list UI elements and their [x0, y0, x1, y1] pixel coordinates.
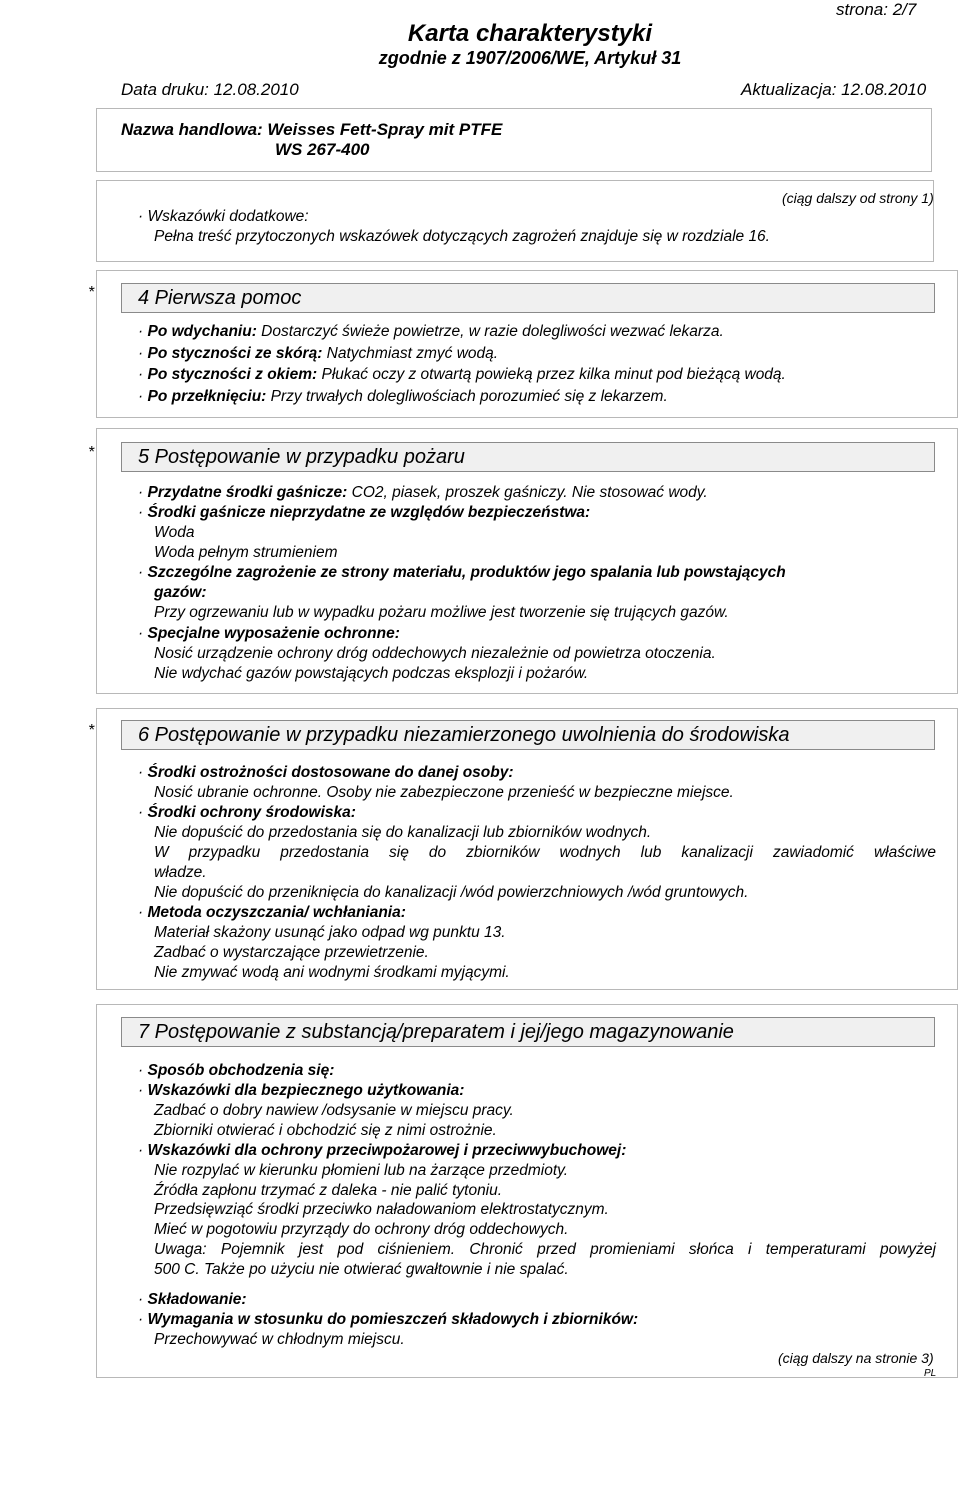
section-4-header: [121, 283, 935, 313]
trade-name-line2: WS 267-400: [275, 140, 370, 159]
change-marker: *: [88, 284, 95, 301]
s7-row-3-line: 500 C. Także po użyciu nie otwierać gwałtownie i nie spalać.: [154, 1261, 569, 1278]
s6-row-3-label: · Metoda oczyszczania/ wchłaniania:: [138, 904, 406, 921]
s6-row-2-line: Nie dopuścić do przeniknięcia do kanalizacji /wód powierzchniowych /wód gruntowych.: [154, 884, 749, 901]
section-5-title: 5 Postępowanie w przypadku pożaru: [138, 446, 465, 468]
s6-row-2-line: Nie dopuścić do przedostania się do kanalizacji lub zbiorników wodnych.: [154, 824, 652, 841]
s4-row-4: · Po przełknięciu: Przy trwałych dolegliwościach porozumieć się z lekarzem.: [138, 388, 668, 405]
s5-row-3-label-cont: gazów:: [154, 584, 207, 601]
change-marker: *: [88, 444, 95, 461]
s5-row-1: · Przydatne środki gaśnicze: CO2, piasek, proszek gaśniczy. Nie stosować wody.: [138, 484, 708, 501]
s7-row-3-line: Mieć w pogotowiu przyrządy do ochrony dróg oddechowych.: [154, 1221, 569, 1238]
update-date: Aktualizacja: 12.08.2010: [741, 80, 927, 99]
s7-row-3-label: · Wskazówki dla ochrony przeciwpożarowej i przeciwwybuchowej:: [138, 1142, 627, 1159]
s4-row-1: · Po wdychaniu: Dostarczyć świeże powietrze, w razie dolegliwości wezwać lekarza.: [138, 323, 724, 340]
intro-label: Wskazówki dodatkowe:: [147, 208, 309, 225]
s6-row-1-text: Nosić ubranie ochronne. Osoby nie zabezpieczone przenieść w bezpieczne miejsce.: [154, 784, 734, 801]
s6-row-2-line: W przypadku przedostania się do zbiorników wodnych lub kanalizacji zawiadomić właściwe: [154, 844, 936, 861]
s5-row-4-line: Nosić urządzenie ochrony dróg oddechowych niezależnie od powietrza otoczenia.: [154, 645, 716, 662]
s7-row-3-line: Źródła zapłonu trzymać z daleka - nie palić tytoniu.: [154, 1182, 503, 1199]
section-4-title: 4 Pierwsza pomoc: [138, 287, 302, 309]
section-7-title: 7 Postępowanie z substancją/preparatem i jej/jego magazynowanie: [138, 1021, 734, 1043]
change-marker: *: [88, 722, 95, 739]
s7-row-4-label: · Składowanie:: [138, 1291, 247, 1308]
page-number: strona: 2/7: [836, 0, 917, 19]
intro-text: Pełna treść przytoczonych wskazówek dotyczących zagrożeń znajduje się w rozdziale 16.: [154, 228, 770, 245]
intro-label-row: · Wskazówki dodatkowe:: [138, 208, 309, 225]
s4-row-3: · Po styczności z okiem: Płukać oczy z otwartą powieką przez kilka minut pod bieżącą wodą.: [138, 366, 786, 383]
print-date: Data druku: 12.08.2010: [121, 80, 299, 99]
section-6-title: 6 Postępowanie w przypadku niezamierzonego uwolnienia do środowiska: [138, 724, 790, 746]
s6-row-1-label: · Środki ostrożności dostosowane do danej osoby:: [138, 764, 514, 781]
s4-row-2: · Po styczności ze skórą: Natychmiast zmyć wodą.: [138, 345, 499, 362]
s7-row-1-label: · Sposób obchodzenia się:: [138, 1062, 335, 1079]
continued-from: (ciąg dalszy od strony 1): [782, 190, 934, 206]
section-7-header: [121, 1017, 935, 1047]
s5-row-4-label: · Specjalne wyposażenie ochronne:: [138, 625, 400, 642]
section-5-header: [121, 442, 935, 472]
s5-row-2-label: · Środki gaśnicze nieprzydatne ze względów bezpieczeństwa:: [138, 504, 591, 521]
s6-row-2-label: · Środki ochrony środowiska:: [138, 804, 356, 821]
document-subtitle: zgodnie z 1907/2006/WE, Artykuł 31: [378, 48, 682, 68]
trade-name-line1: Nazwa handlowa: Weisses Fett-Spray mit PTFE: [121, 120, 503, 139]
continued-to: (ciąg dalszy na stronie 3): [778, 1350, 934, 1366]
section-6-header: [121, 720, 935, 750]
s6-row-3-line: Zadbać o wystarczające przewietrzenie.: [154, 944, 429, 961]
s7-row-2-line: Zadbać o dobry nawiew /odsysanie w miejscu pracy.: [154, 1102, 514, 1119]
s5-row-2-line: Woda pełnym strumieniem: [154, 544, 338, 561]
s7-row-3-line: Przedsięwziąć środki przeciwko naładowaniom elektrostatycznym.: [154, 1201, 609, 1218]
s7-row-3-line: Uwaga: Pojemnik jest pod ciśnieniem. Chronić przed promieniami słońca i temperaturami powyżej: [154, 1241, 936, 1258]
s7-row-5-label: · Wymagania w stosunku do pomieszczeń składowych i zbiorników:: [138, 1311, 639, 1328]
s6-row-2-line: władze.: [154, 864, 207, 881]
document-title: Karta charakterystyki: [407, 20, 653, 47]
s7-row-2-line: Zbiorniki otwierać i obchodzić się z nimi ostrożnie.: [154, 1122, 497, 1139]
s6-row-3-line: Nie zmywać wodą ani wodnymi środkami myjącymi.: [154, 964, 510, 981]
trade-name-box: [96, 108, 932, 172]
s5-row-4-line: Nie wdychać gazów powstających podczas eksplozji i pożarów.: [154, 665, 589, 682]
s5-row-3-label: · Szczególne zagrożenie ze strony materiału, produktów jego spalania lub powstających: [138, 564, 786, 581]
s7-row-2-label: · Wskazówki dla bezpiecznego użytkowania:: [138, 1082, 465, 1099]
s7-row-5-line: Przechowywać w chłodnym miejscu.: [154, 1331, 405, 1348]
s7-row-3-line: Nie rozpylać w kierunku płomieni lub na żarzące przedmioty.: [154, 1162, 569, 1179]
s5-row-2-line: Woda: [154, 524, 195, 541]
s5-row-3-text: Przy ogrzewaniu lub w wypadku pożaru możliwe jest tworzenie się trujących gazów.: [154, 604, 729, 621]
s6-row-3-line: Materiał skażony usunąć jako odpad wg punktu 13.: [154, 924, 506, 941]
language-code: PL: [924, 1368, 937, 1379]
